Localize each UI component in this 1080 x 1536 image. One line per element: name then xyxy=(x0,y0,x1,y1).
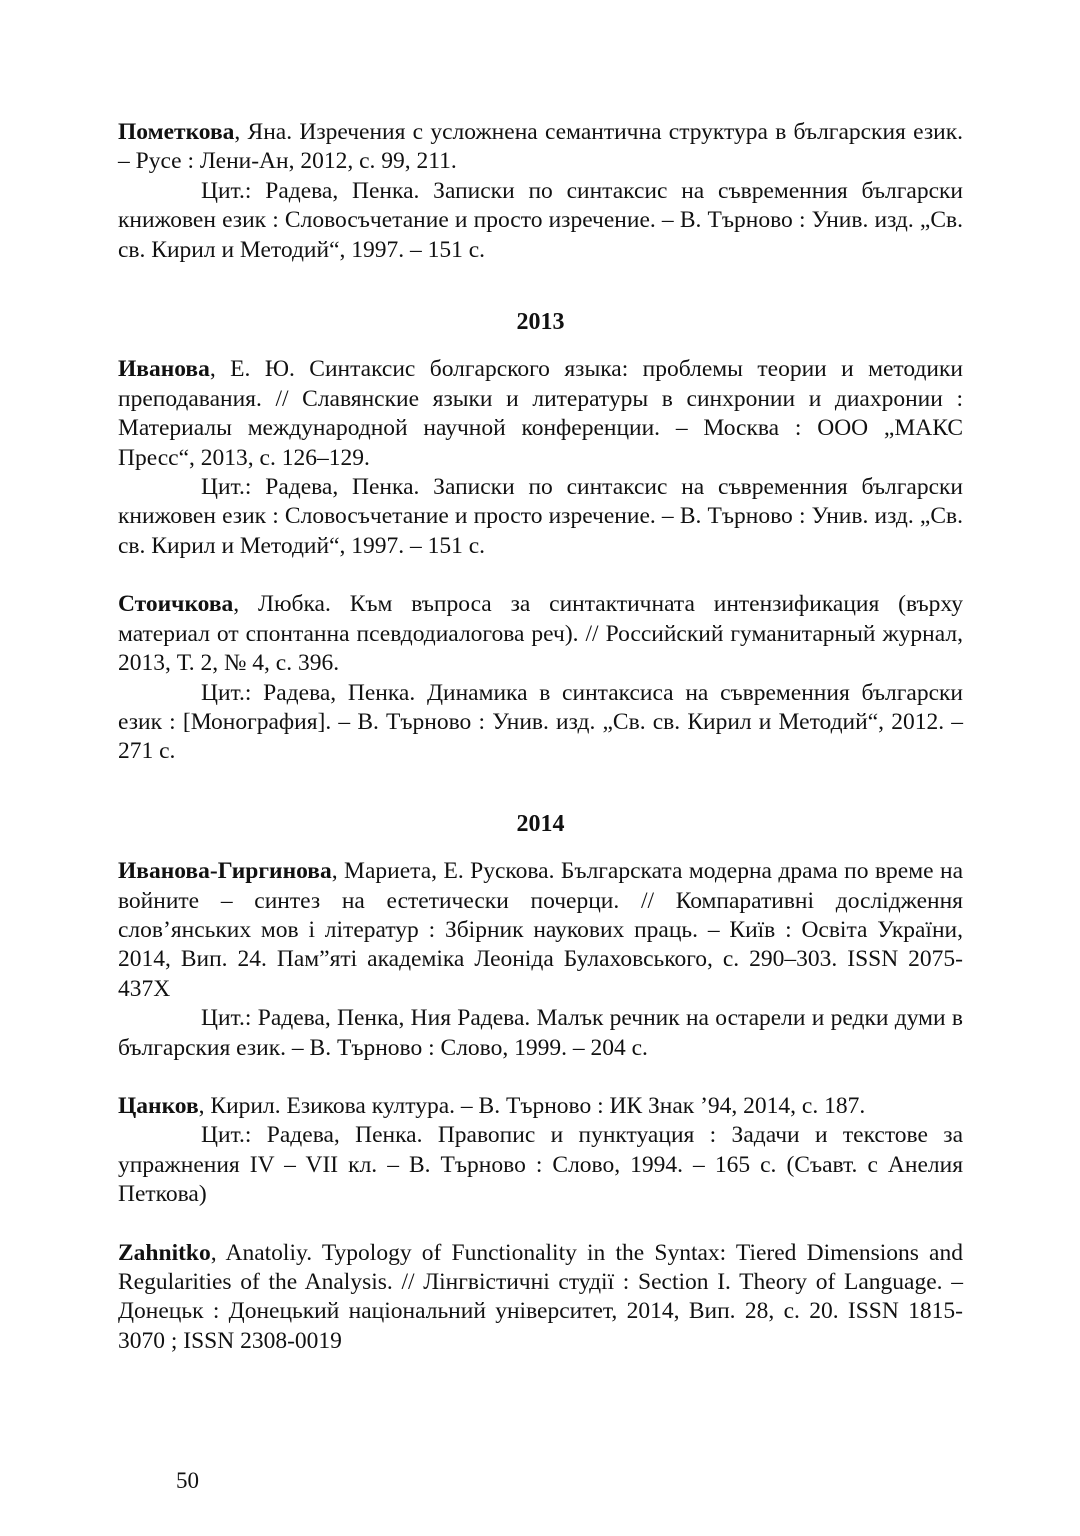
entry-citation: Цит.: Радева, Пенка. Записки по синтаксис на съвременния български книжовен език : Словосъчетание и просто изречение. – В. Търново : Унив. изд. „Св. св. Кирил и Методий“, 1997. – 151 с. xyxy=(118,474,963,559)
bibliography-entry xyxy=(118,857,963,1063)
entry-text: , Кирил. Езикова култура. – В. Търново : ИК Знак ’94, 2014, с. 187. xyxy=(198,1092,866,1119)
entry-author: Иванова-Гиргинова xyxy=(118,858,332,885)
entry-spacer xyxy=(118,1210,963,1239)
year-heading: 2013 xyxy=(516,309,565,336)
entry-author: Стоичкова xyxy=(118,591,234,618)
entry-citation: Цит.: Радева, Пенка. Динамика в синтаксиса на съвременния български език : [Монография]. – В. Търново : Унив. изд. „Св. св. Кирил и Методий“, 2012. – 271 с. xyxy=(118,679,963,765)
entry-author: Zahnitko xyxy=(118,1239,211,1266)
entry-citation: Цит.: Радева, Пенка. Записки по синтаксис на съвременния български книжовен език : Словосъчетание и просто изречение. – В. Търново : Унив. изд. „Св. св. Кирил и Методий“, 1997. – 151 с. xyxy=(118,177,963,263)
entry-author: Иванова xyxy=(118,356,210,383)
year-heading: 2014 xyxy=(516,810,565,837)
entry-spacer xyxy=(118,561,963,590)
entry-reference xyxy=(118,355,963,473)
bibliography-page xyxy=(118,118,963,1356)
entry-text: , Е. Ю. Синтаксис болгарского языка: проблемы теории и методики преподавания. // Славянские языки и литературы в синхронии и диахронии : Материалы международной научной конференции. – Москва : ООО „МАКС Пресс“, 2013, с. 126–129. xyxy=(118,356,963,471)
entry-text: , Яна. Изречения с усложнена семантична структура в българския език. – Русе : Лени-Ан, 2012, с. 99, 211. xyxy=(118,119,963,175)
bibliography-entry xyxy=(118,1239,963,1357)
entry-citation: Цит.: Радева, Пенка. Правопис и пунктуация : Задачи и текстове за упражнения IV – VII кл. – В. Търново : Слово, 1994. – 165 с. (Съавт. с Анелия Петкова) xyxy=(118,1122,963,1208)
entry-reference xyxy=(118,1239,963,1357)
bibliography-entry xyxy=(118,590,963,766)
entry-reference xyxy=(118,118,963,177)
bibliography-entry xyxy=(118,355,963,561)
entry-reference xyxy=(118,857,963,1004)
bibliography-entry xyxy=(118,118,963,265)
entry-reference xyxy=(118,1092,963,1121)
bibliography-entry xyxy=(118,1092,963,1210)
entry-text: , Мариета, Е. Рускова. Българската модерна драма по време на войните – синтез на естетически почерци. // Компаративні дослідження слов’янських мов і літератур : Збірник наукових праць. – Київ : Освіта України, 2014, Вип. 24. Пам”яті академіка Леоніда Булаховського, с. 290–303. ISSN 2075-437X xyxy=(118,858,963,1002)
entry-citation: Цит.: Радева, Пенка, Ния Радева. Малък речник на остарели и редки думи в българския език. – В. Търново : Слово, 1999. – 204 с. xyxy=(118,1005,963,1061)
entry-reference xyxy=(118,590,963,678)
page-number: 50 xyxy=(176,1468,199,1493)
entry-author: Пометкова xyxy=(118,119,235,145)
entry-text: , Любка. Към въпроса за синтактичната интензификация (върху материал от спонтанна псевдодиалогова реч). // Российский гуманитарный журнал, 2013, Т. 2, № 4, с. 396. xyxy=(118,591,963,677)
entry-spacer xyxy=(118,1063,963,1092)
entry-author: Цанков xyxy=(118,1092,199,1119)
entry-text: , Anatoliy. Typology of Functionality in the Syntax: Tiered Dimensions and Regularities of the Analysis. // Лінгвістичні студії : Section I. Theory of Language. – Донецьк : Донецький національний університет, 2014, Вип. 28, с. 20. ISSN 1815-3070 ; ISSN 2308-0019 xyxy=(118,1239,963,1354)
